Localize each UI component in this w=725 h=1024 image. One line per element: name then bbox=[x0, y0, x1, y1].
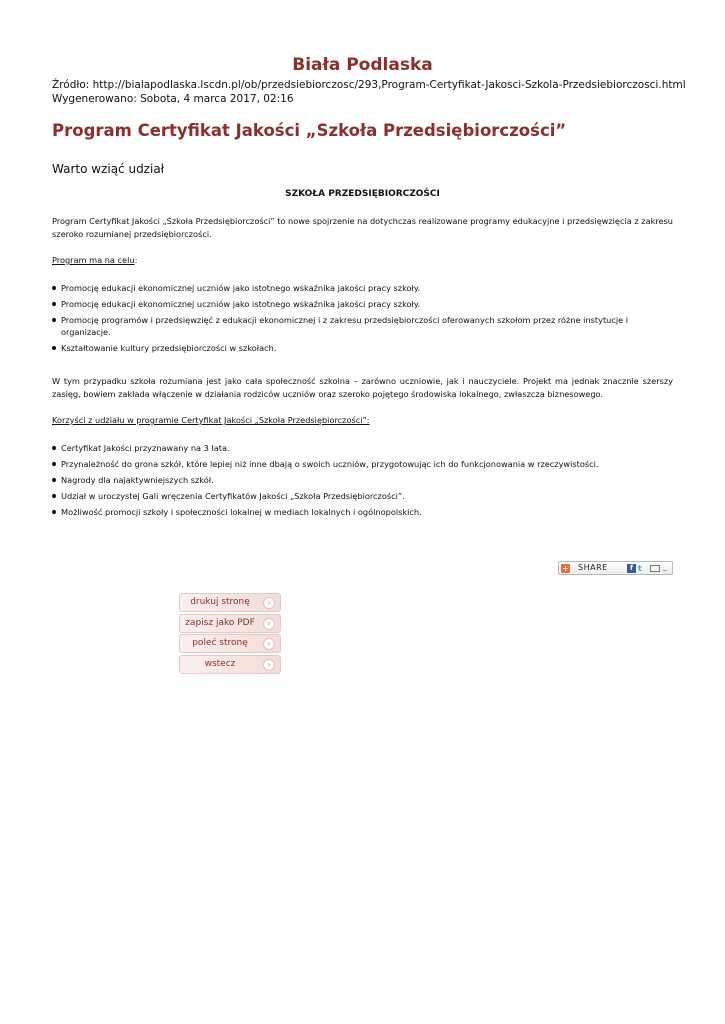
list-item: Kształtowanie kultury przedsiębiorczości w szkołach. bbox=[52, 342, 673, 354]
list-item: Promocję programów i przedsięwzięć z edukacji ekonomicznej i z zakresu przedsiębiorczości oferowanych szkołom przez różne instytucje i organizacje. bbox=[52, 314, 673, 339]
scope-paragraph: W tym przypadku szkoła rozumiana jest jako cała społeczność szkolna – zarówno uczniowie, jak i nauczyciele. Projekt ma jednak znacznie szerszy zasięg, bowiem zakłada włączenie w działania rodziców uczniów oraz szeroko pojętego środowiska lokalnego, zwłaszcza biznesowego. bbox=[52, 376, 673, 399]
chevron-right-icon: › bbox=[263, 638, 275, 650]
list-item: Promocję edukacji ekonomicznej uczniów jako istotnego wskaźnika jakości pracy szkoły. bbox=[52, 298, 673, 310]
list-item: Certyfikat Jakości przyznawany na 3 lata. bbox=[52, 442, 673, 454]
page-meta bbox=[52, 78, 686, 106]
goals-colon: : bbox=[134, 254, 138, 265]
goals-list bbox=[52, 282, 673, 354]
list-item: Przynależność do grona szkół, które lepiej niż inne dbają o swoich uczniów, przygotowując ich do funkcjonowania w rzeczywistości. bbox=[52, 458, 673, 470]
article-body bbox=[52, 188, 673, 522]
share-button[interactable] bbox=[558, 561, 673, 575]
back-label: wstecz bbox=[204, 658, 236, 669]
list-item: Możliwość promocji szkoły i społeczności lokalnej w mediach lokalnych i ogólnopolskich. bbox=[52, 506, 673, 518]
save-pdf-button[interactable] bbox=[179, 614, 281, 633]
benefits-list bbox=[52, 442, 673, 518]
goals-intro bbox=[52, 254, 673, 266]
print-label: drukuj stronę bbox=[190, 597, 250, 607]
list-item: Nagrody dla najaktywniejszych szkół. bbox=[52, 474, 673, 486]
save-pdf-label: zapisz jako PDF bbox=[185, 617, 255, 628]
addthis-icon: + bbox=[562, 564, 569, 573]
section-heading: SZKOŁA PRZEDSIĘBIORCZOŚCI bbox=[285, 189, 440, 199]
article-lead: Warto wziąć udział bbox=[52, 162, 165, 176]
goals-label: Program ma na celu bbox=[52, 254, 135, 265]
print-button[interactable] bbox=[179, 593, 281, 612]
share-label: SHARE bbox=[578, 563, 608, 572]
chevron-right-icon: › bbox=[263, 597, 275, 609]
benefits-label: Korzyści z udziału w programie Certyfikat Jakości „Szkoła Przedsiębiorczości”: bbox=[52, 415, 370, 426]
facebook-icon[interactable]: f bbox=[627, 564, 636, 573]
chevron-right-icon: › bbox=[263, 618, 275, 630]
site-title: Biała Podlaska bbox=[292, 55, 433, 75]
list-item: Promocję edukacji ekonomicznej uczniów jako istotnego wskaźnika jakości pracy szkoły. bbox=[52, 282, 673, 294]
twitter-icon[interactable]: t bbox=[638, 564, 642, 573]
back-button[interactable] bbox=[179, 655, 281, 674]
source-url: Źródło: http://bialapodlaska.lscdn.pl/ob/przedsiebiorczosc/293,Program-Certyfikat-Jakosci-Szkola-Przedsiebiorczosci.html bbox=[52, 79, 686, 91]
generated-date: Wygenerowano: Sobota, 4 marca 2017, 02:16 bbox=[52, 93, 294, 105]
chevron-right-icon: › bbox=[263, 659, 275, 671]
list-item: Udział w uroczystej Gali wręczenia Certyfikatów Jakości „Szkoła Przedsiębiorczości”. bbox=[52, 490, 673, 502]
article-title: Program Certyfikat Jakości „Szkoła Przedsiębiorczości” bbox=[52, 121, 567, 140]
intro-paragraph: Program Certyfikat Jakości „Szkoła Przedsiębiorczości” to nowe spojrzenie na dotychczas realizowane programy edukacyjne i przedsięwzięcia z zakresu szeroko rozumianej przedsiębiorczości. bbox=[52, 216, 673, 239]
recommend-label: poleć stronę bbox=[192, 638, 248, 648]
recommend-button[interactable] bbox=[179, 634, 281, 653]
email-icon[interactable] bbox=[650, 565, 660, 572]
more-icon[interactable]: _ bbox=[663, 562, 667, 571]
page-actions bbox=[179, 593, 281, 675]
